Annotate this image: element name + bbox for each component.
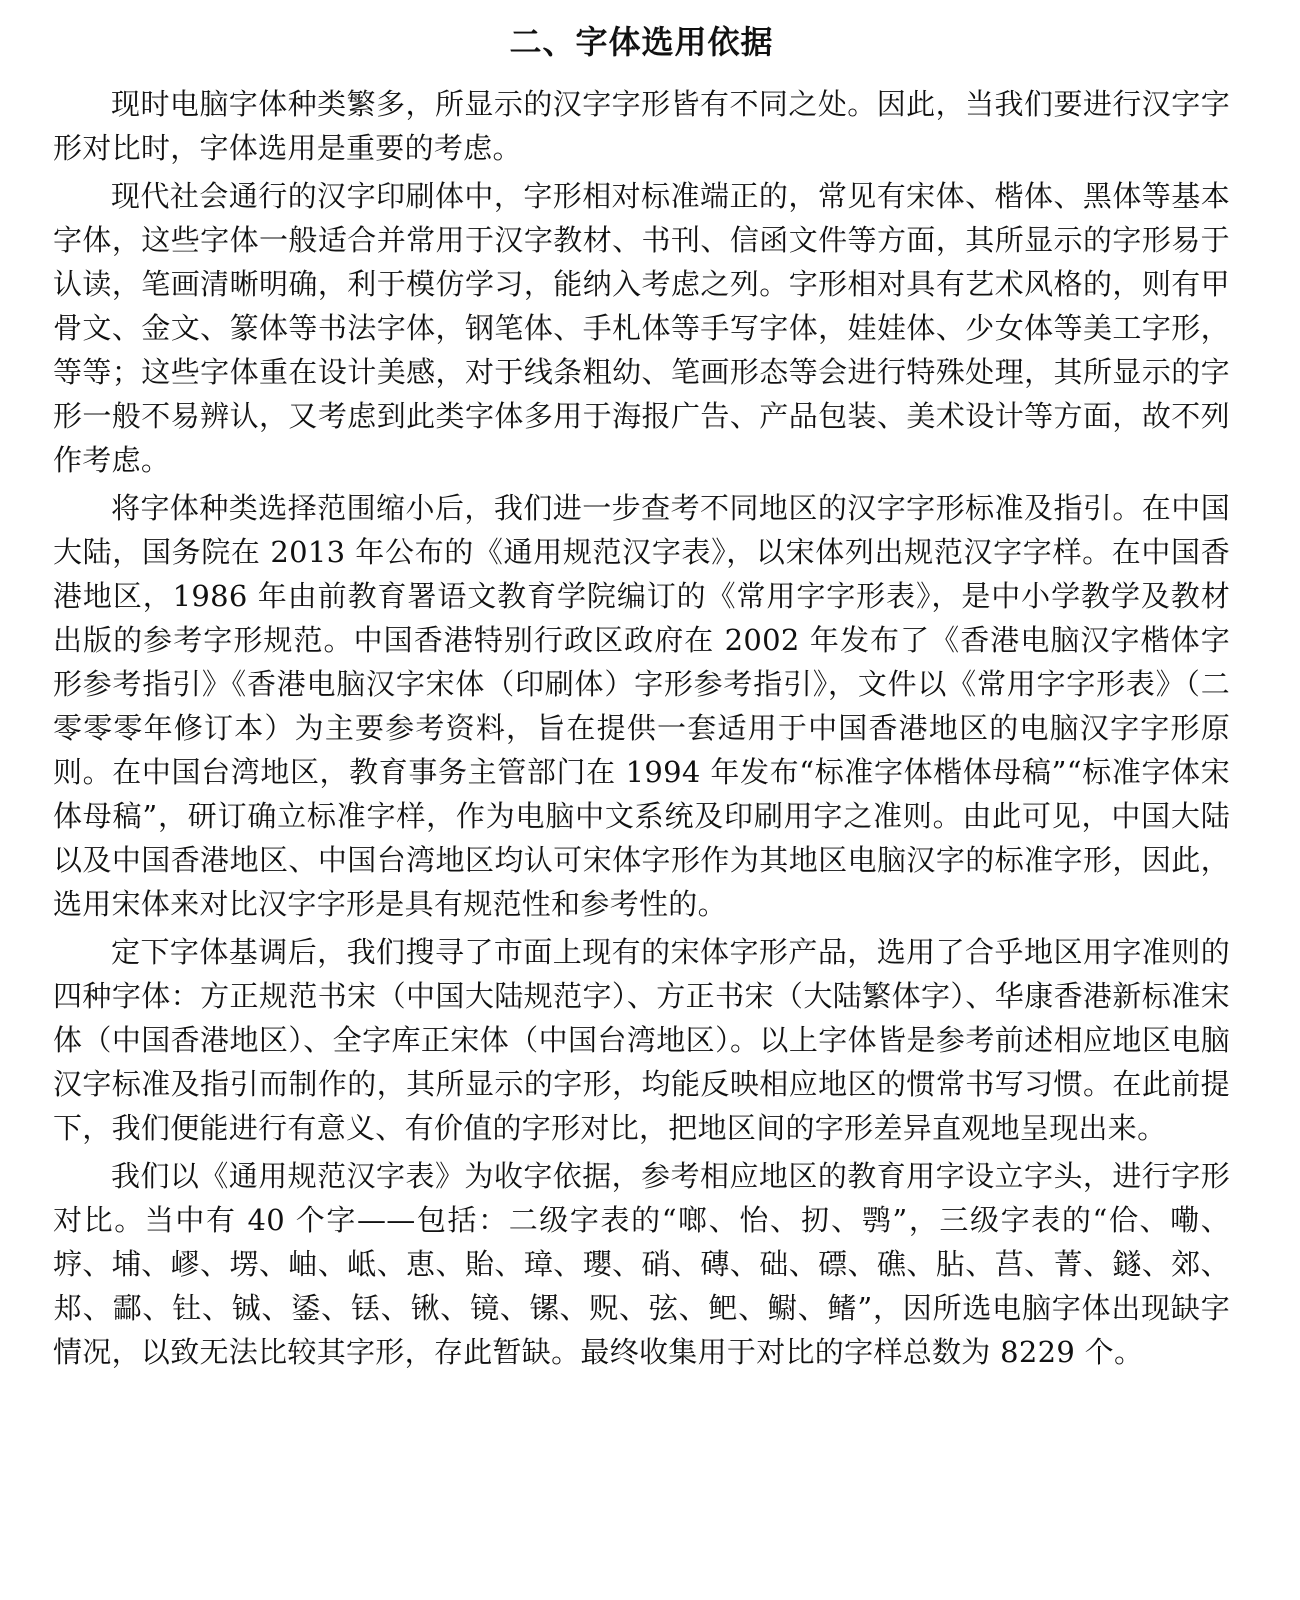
paragraph-3: 将字体种类选择范围缩小后，我们进一步查考不同地区的汉字字形标准及指引。在中国大陆，国务院在 2013 年公布的《通用规范汉字表》，以宋体列出规范汉字字样。在中国香港地区，1986 年由前教育署语文教育学院编订的《常用字字形表》，是中小学教学及教材出版的参考字形规范。中国香港特别行政区政府在 2002 年发布了《香港电脑汉字楷体字形参考指引》《香港电脑汉字宋体（印刷体）字形参考指引》，文件以《常用字字形表》（二零零零年修订本）为主要参考资料，旨在提供一套适用于中国香港地区的电脑汉字字形原则。在中国台湾地区，教育事务主管部门在 1994 年发布“标准字体楷体母稿”“标准字体宋体母稿”，研订确立标准字样，作为电脑中文系统及印刷用字之准则。由此可见，中国大陆以及中国香港地区、中国台湾地区均认可宋体字形作为其地区电脑汉字的标准字形，因此，选用宋体来对比汉字字形是具有规范性和参考性的。 [53, 491, 1230, 921]
paragraph-5: 我们以《通用规范汉字表》为收字依据，参考相应地区的教育用字设立字头，进行字形对比。当中有 40 个字——包括：二级字表的“啷、怡、扨、鹗”，三级字表的“佮、嘞、垿、埔、嵺、塄、岫、岻、恵、貽、璋、瓔、硝、磚、础、磦、礁、胋、莒、菁、鐩、郊、邞、酃、钍、铖、鋈、铥、锹、镜、镙、贶、弦、鲃、鳚、鳍”，因所选电脑字体出现缺字情况，以致无法比较其字形，存此暂缺。最终收集用于对比的字样总数为 8229 个。 [53, 1159, 1230, 1369]
paragraph-1: 现时电脑字体种类繁多，所显示的汉字字形皆有不同之处。因此，当我们要进行汉字字形对比时，字体选用是重要的考虑。 [53, 87, 1230, 165]
paragraph-4: 定下字体基调后，我们搜寻了市面上现有的宋体字形产品，选用了合乎地区用字准则的四种字体：方正规范书宋（中国大陆规范字）、方正书宋（大陆繁体字）、华康香港新标准宋体（中国香港地区）、全字库正宋体（中国台湾地区）。以上字体皆是参考前述相应地区电脑汉字标准及指引而制作的，其所显示的字形，均能反映相应地区的惯常书写习惯。在此前提下，我们便能进行有意义、有价值的字形对比，把地区间的字形差异直观地呈现出来。 [53, 935, 1230, 1145]
section-title: 二、字体选用依据 [509, 23, 774, 61]
paragraph-2: 现代社会通行的汉字印刷体中，字形相对标准端正的，常见有宋体、楷体、黑体等基本字体，这些字体一般适合并常用于汉字教材、书刊、信函文件等方面，其所显示的字形易于认读，笔画清晰明确，利于模仿学习，能纳入考虑之列。字形相对具有艺术风格的，则有甲骨文、金文、篆体等书法字体，钢笔体、手札体等手写字体，娃娃体、少女体等美工字形，等等；这些字体重在设计美感，对于线条粗幼、笔画形态等会进行特殊处理，其所显示的字形一般不易辨认，又考虑到此类字体多用于海报广告、产品包装、美术设计等方面，故不列作考虑。 [53, 179, 1230, 477]
